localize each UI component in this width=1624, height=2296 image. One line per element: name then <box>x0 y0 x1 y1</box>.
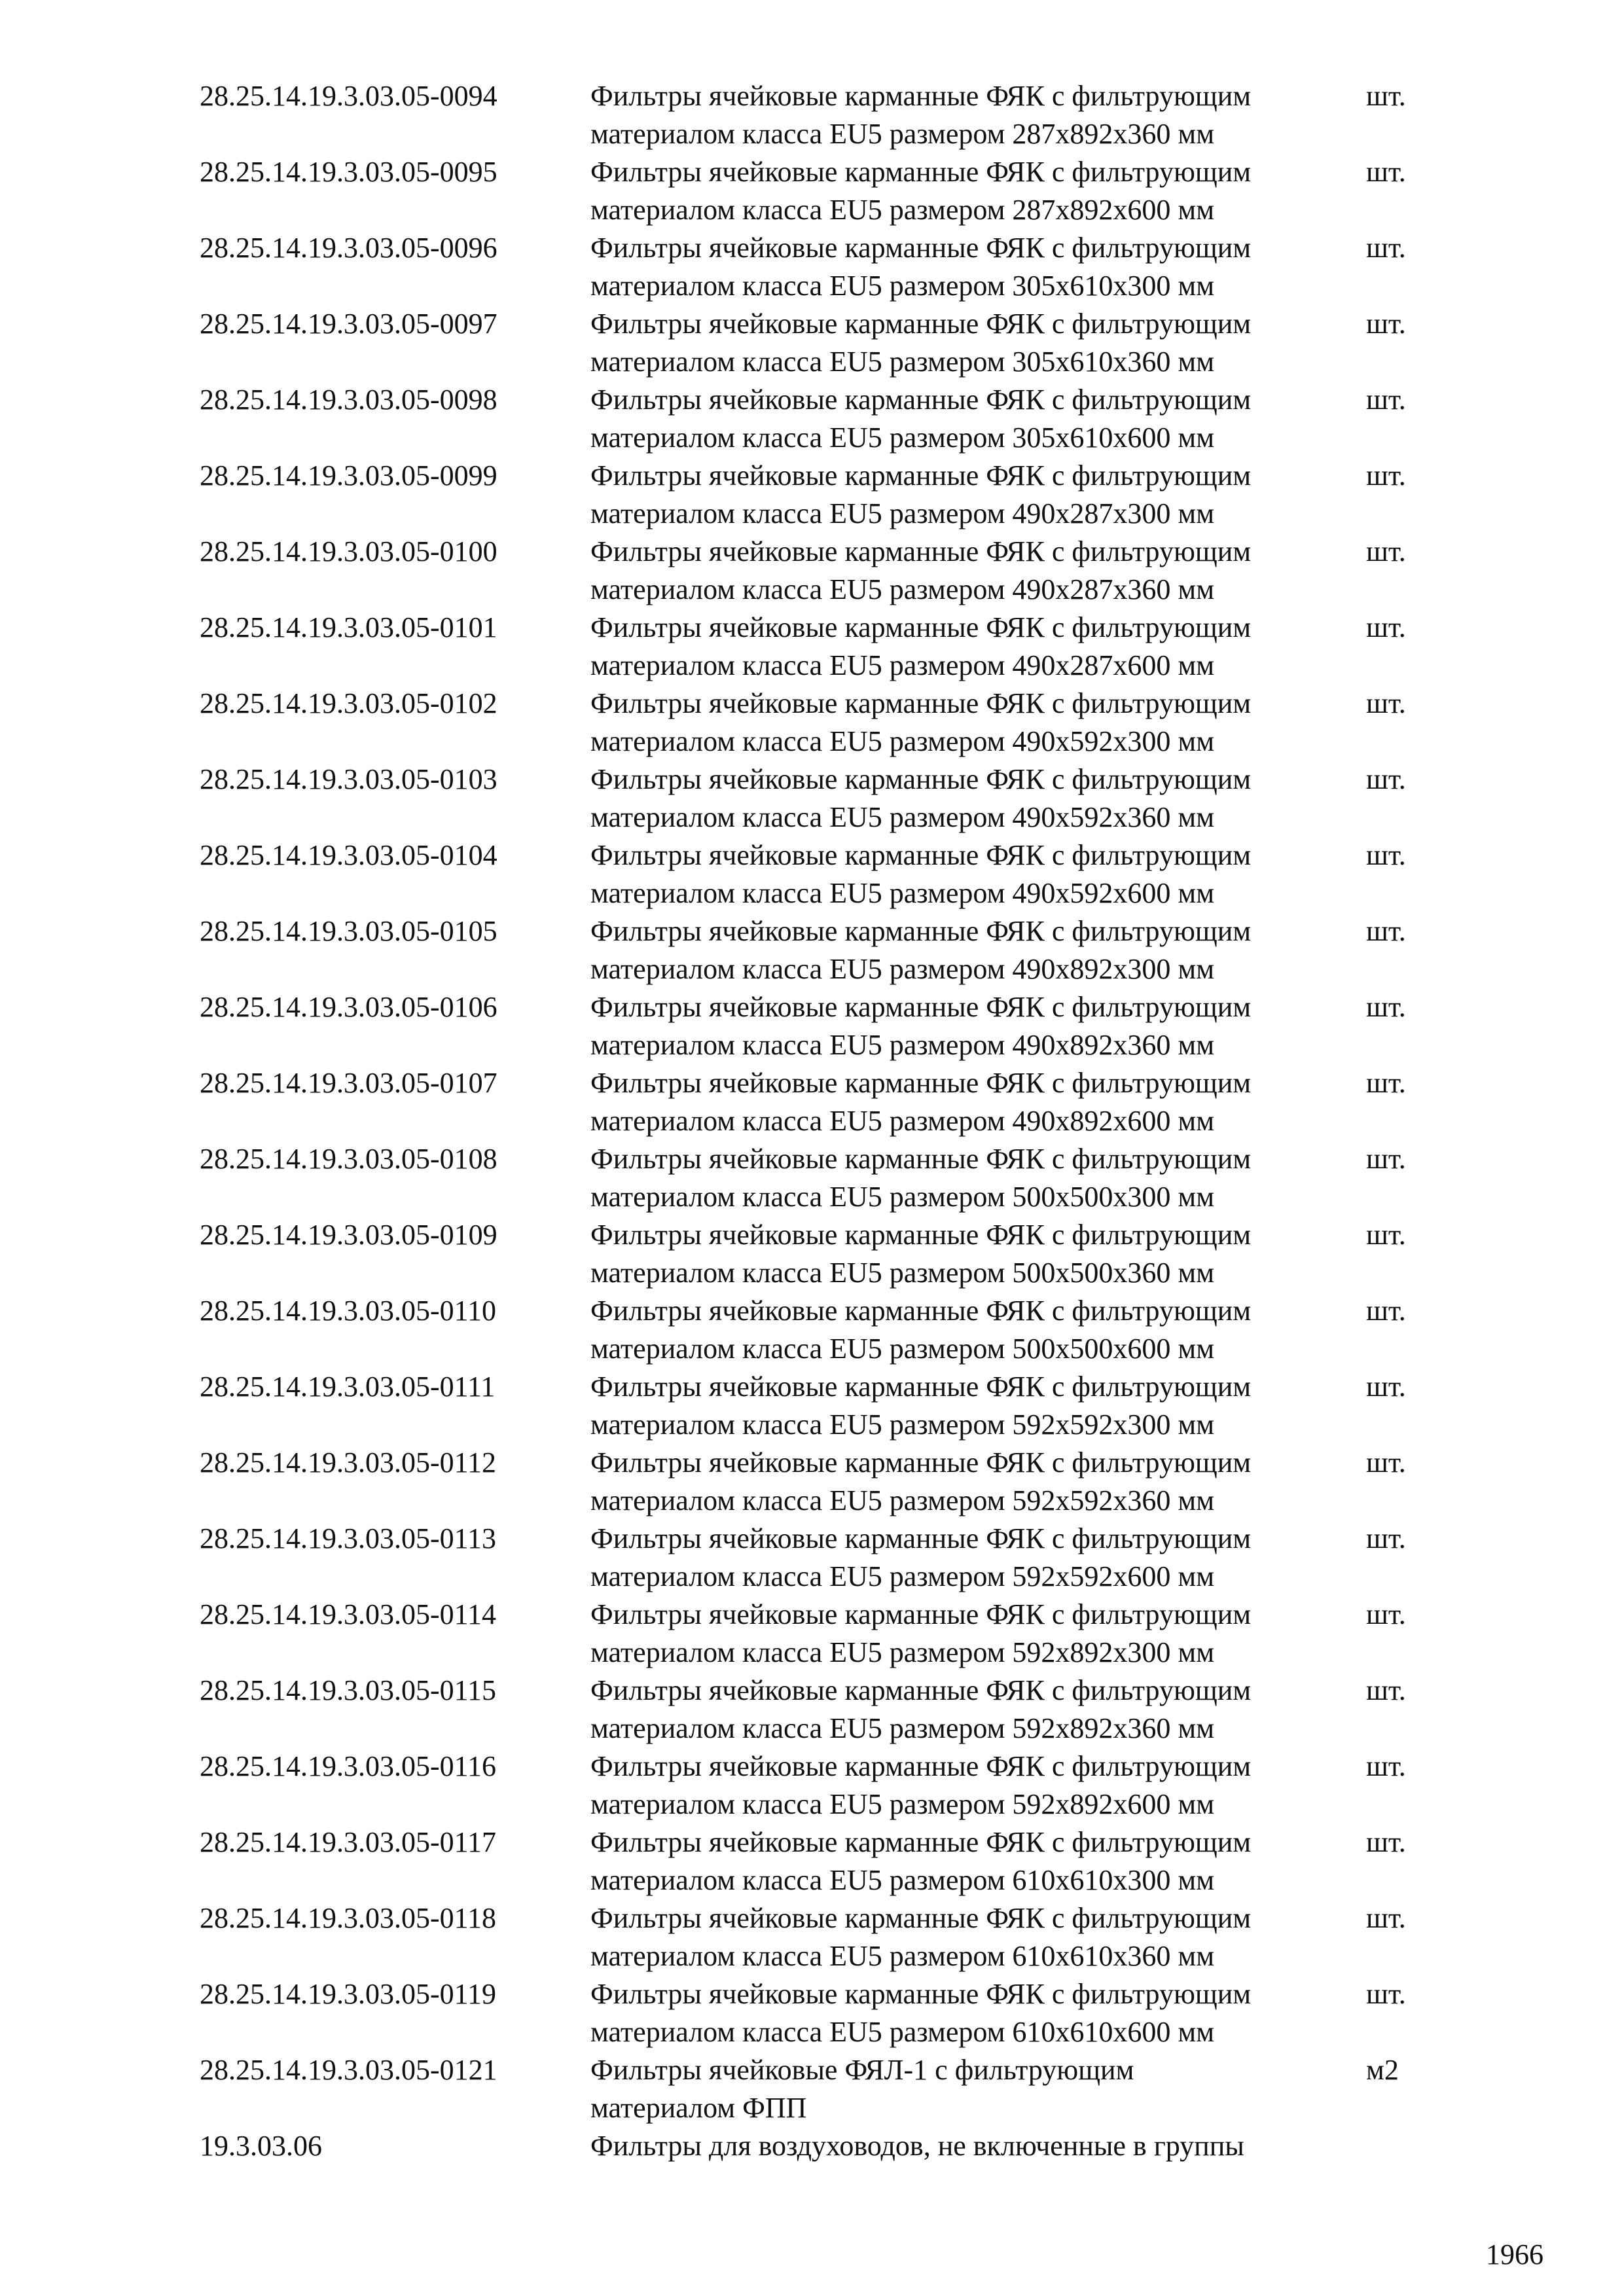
description-line: Фильтры ячейковые карманные ФЯК с фильтрующим <box>590 1750 1252 1782</box>
unit-of-measure: шт. <box>1366 384 1406 416</box>
resource-code: 28.25.14.19.3.03.05-0108 <box>200 1143 497 1175</box>
list-item <box>200 305 1443 381</box>
resource-code: 28.25.14.19.3.03.05-0118 <box>200 1902 497 1934</box>
description-line: Фильтры ячейковые карманные ФЯК с фильтрующим <box>590 535 1252 567</box>
unit-of-measure: шт. <box>1366 1067 1406 1099</box>
unit-of-measure: шт. <box>1366 232 1406 264</box>
description-line: Фильтры ячейковые карманные ФЯК с фильтрующим <box>590 1978 1252 2010</box>
resource-description <box>590 229 1362 305</box>
unit-of-measure: шт. <box>1366 1902 1406 1934</box>
description-line: материалом класса EU5 размером 610x610x360 мм <box>590 1940 1215 1972</box>
unit-of-measure: шт. <box>1366 1295 1406 1327</box>
unit-of-measure: шт. <box>1366 459 1406 492</box>
resource-code: 28.25.14.19.3.03.05-0100 <box>200 535 497 567</box>
resource-code: 28.25.14.19.3.03.05-0112 <box>200 1446 497 1479</box>
unit-of-measure: м2 <box>1366 2054 1399 2086</box>
description-line: Фильтры ячейковые карманные ФЯК с фильтрующим <box>590 1067 1252 1099</box>
unit-of-measure: шт. <box>1366 1978 1406 2010</box>
resource-code: 28.25.14.19.3.03.05-0099 <box>200 459 497 492</box>
description-line: Фильтры ячейковые карманные ФЯК с фильтрующим <box>590 1219 1252 1251</box>
list-item <box>200 1368 1443 1444</box>
resource-description <box>590 533 1362 609</box>
resource-description <box>590 2051 1362 2127</box>
unit-of-measure: шт. <box>1366 763 1406 795</box>
description-line: Фильтры ячейковые карманные ФЯК с фильтрующим <box>590 1143 1252 1175</box>
resource-code: 28.25.14.19.3.03.05-0115 <box>200 1674 497 1706</box>
resource-description <box>590 988 1362 1064</box>
description-line: материалом класса EU5 размером 610x610x600 мм <box>590 2016 1215 2048</box>
resource-description <box>590 761 1362 836</box>
unit-of-measure: шт. <box>1366 1750 1406 1782</box>
list-item <box>200 1672 1443 1748</box>
resource-description <box>590 1064 1362 1140</box>
list-item <box>200 153 1443 229</box>
resource-code: 28.25.14.19.3.03.05-0095 <box>200 156 497 188</box>
description-line: материалом класса EU5 размером 490x592x360 мм <box>590 801 1215 833</box>
resource-description <box>590 912 1362 988</box>
unit-of-measure: шт. <box>1366 611 1406 643</box>
resource-description <box>590 1899 1362 1975</box>
description-line: материалом класса EU5 размером 490x287x360 мм <box>590 573 1215 605</box>
list-item <box>200 1823 1443 1899</box>
list-item <box>200 1748 1443 1823</box>
resource-code: 28.25.14.19.3.03.05-0119 <box>200 1978 497 2010</box>
resource-description <box>590 1975 1362 2051</box>
resource-code: 19.3.03.06 <box>200 2130 322 2162</box>
resource-description <box>590 836 1362 912</box>
unit-of-measure: шт. <box>1366 687 1406 719</box>
description-line: Фильтры ячейковые карманные ФЯК с фильтрующим <box>590 308 1252 340</box>
resource-code: 28.25.14.19.3.03.05-0103 <box>200 763 497 795</box>
resource-code: 28.25.14.19.3.03.05-0098 <box>200 384 497 416</box>
resource-description <box>590 1823 1362 1899</box>
unit-of-measure: шт. <box>1366 839 1406 871</box>
description-line: материалом класса EU5 размером 592x892x360 мм <box>590 1712 1215 1744</box>
page-number: 1966 <box>1486 2238 1543 2270</box>
description-line: материалом класса EU5 размером 305x610x300 мм <box>590 270 1215 302</box>
unit-of-measure: шт. <box>1366 991 1406 1023</box>
unit-of-measure: шт. <box>1366 1219 1406 1251</box>
description-line: Фильтры ячейковые ФЯЛ-1 с фильтрующим <box>590 2054 1134 2086</box>
unit-of-measure: шт. <box>1366 1371 1406 1403</box>
description-line: материалом класса EU5 размером 592x892x600 мм <box>590 1788 1215 1820</box>
resource-description <box>590 381 1362 457</box>
description-line: Фильтры ячейковые карманные ФЯК с фильтрующим <box>590 232 1252 264</box>
resource-code: 28.25.14.19.3.03.05-0107 <box>200 1067 497 1099</box>
resource-code: 28.25.14.19.3.03.05-0096 <box>200 232 497 264</box>
description-line: Фильтры ячейковые карманные ФЯК с фильтрующим <box>590 687 1252 719</box>
list-item <box>200 988 1443 1064</box>
list-item <box>200 2051 1443 2127</box>
description-line: Фильтры ячейковые карманные ФЯК с фильтрующим <box>590 80 1252 112</box>
unit-of-measure: шт. <box>1366 1598 1406 1630</box>
description-line: материалом класса EU5 размером 592x592x300 мм <box>590 1408 1215 1441</box>
description-line: Фильтры ячейковые карманные ФЯК с фильтрующим <box>590 1902 1252 1934</box>
resource-code: 28.25.14.19.3.03.05-0113 <box>200 1522 497 1554</box>
unit-of-measure: шт. <box>1366 308 1406 340</box>
resource-code: 28.25.14.19.3.03.05-0097 <box>200 308 497 340</box>
description-line: Фильтры ячейковые карманные ФЯК с фильтрующим <box>590 1826 1252 1858</box>
description-line: Фильтры ячейковые карманные ФЯК с фильтрующим <box>590 1522 1252 1554</box>
description-line: материалом класса EU5 размером 592x592x600 мм <box>590 1560 1215 1592</box>
description-line: материалом класса EU5 размером 287x892x360 мм <box>590 118 1215 150</box>
unit-of-measure: шт. <box>1366 1826 1406 1858</box>
list-item <box>200 1444 1443 1520</box>
description-line: материалом класса EU5 размером 490x592x600 мм <box>590 877 1215 909</box>
resource-code: 28.25.14.19.3.03.05-0116 <box>200 1750 497 1782</box>
list-item <box>200 1899 1443 1975</box>
resource-description <box>590 1520 1362 1596</box>
list-item <box>200 1975 1443 2051</box>
list-item <box>200 1140 1443 1216</box>
description-line: Фильтры ячейковые карманные ФЯК с фильтрующим <box>590 384 1252 416</box>
description-line: материалом класса EU5 размером 490x892x600 мм <box>590 1105 1215 1137</box>
description-line: материалом класса EU5 размером 490x287x600 мм <box>590 649 1215 681</box>
list-item <box>200 1064 1443 1140</box>
resource-description <box>590 1216 1362 1292</box>
list-item <box>200 836 1443 912</box>
description-line: Фильтры ячейковые карманные ФЯК с фильтрующим <box>590 611 1252 643</box>
list-item <box>200 912 1443 988</box>
description-line: материалом класса EU5 размером 490x892x360 мм <box>590 1029 1215 1061</box>
resource-code: 28.25.14.19.3.03.05-0117 <box>200 1826 497 1858</box>
description-line: Фильтры ячейковые карманные ФЯК с фильтрующим <box>590 1371 1252 1403</box>
description-line: материалом класса EU5 размером 592x892x300 мм <box>590 1636 1215 1668</box>
list-item <box>200 609 1443 685</box>
resource-code: 28.25.14.19.3.03.05-0105 <box>200 915 497 947</box>
description-line: материалом класса EU5 размером 490x287x300 мм <box>590 497 1215 529</box>
list-item <box>200 229 1443 305</box>
list-item <box>200 1596 1443 1672</box>
resource-description <box>590 1140 1362 1216</box>
description-line: Фильтры ячейковые карманные ФЯК с фильтрующим <box>590 839 1252 871</box>
resource-code: 28.25.14.19.3.03.05-0111 <box>200 1371 496 1403</box>
list-item <box>200 761 1443 836</box>
description-line: Фильтры ячейковые карманные ФЯК с фильтрующим <box>590 1295 1252 1327</box>
resource-code: 28.25.14.19.3.03.05-0121 <box>200 2054 497 2086</box>
description-line: Фильтры ячейковые карманные ФЯК с фильтрующим <box>590 1446 1252 1479</box>
list-item <box>200 1292 1443 1368</box>
description-line: материалом класса EU5 размером 305x610x600 мм <box>590 422 1215 454</box>
resource-code: 28.25.14.19.3.03.05-0101 <box>200 611 497 643</box>
resource-description <box>590 685 1362 761</box>
description-line: материалом класса EU5 размером 500x500x300 мм <box>590 1181 1215 1213</box>
description-line: материалом класса EU5 размером 500x500x360 мм <box>590 1257 1215 1289</box>
unit-of-measure: шт. <box>1366 535 1406 567</box>
resource-code: 28.25.14.19.3.03.05-0114 <box>200 1598 497 1630</box>
list-item <box>200 1520 1443 1596</box>
description-line: материалом класса EU5 размером 305x610x360 мм <box>590 346 1215 378</box>
description-line: Фильтры ячейковые карманные ФЯК с фильтрующим <box>590 915 1252 947</box>
resource-description <box>590 457 1362 533</box>
resource-code: 28.25.14.19.3.03.05-0106 <box>200 991 497 1023</box>
resource-code: 28.25.14.19.3.03.05-0102 <box>200 687 497 719</box>
description-line: материалом класса EU5 размером 500x500x600 мм <box>590 1333 1215 1365</box>
resource-description <box>590 2127 1362 2165</box>
list-item <box>200 77 1443 153</box>
list-item <box>200 381 1443 457</box>
list-item <box>200 2127 1443 2165</box>
unit-of-measure: шт. <box>1366 80 1406 112</box>
resource-code: 28.25.14.19.3.03.05-0104 <box>200 839 497 871</box>
description-line: Фильтры ячейковые карманные ФЯК с фильтрующим <box>590 763 1252 795</box>
resource-description <box>590 1444 1362 1520</box>
description-line: Фильтры ячейковые карманные ФЯК с фильтрующим <box>590 1598 1252 1630</box>
resource-description <box>590 609 1362 685</box>
description-line: Фильтры ячейковые карманные ФЯК с фильтрующим <box>590 991 1252 1023</box>
resource-description <box>590 77 1362 153</box>
resource-description <box>590 153 1362 229</box>
resource-description <box>590 1596 1362 1672</box>
resource-code: 28.25.14.19.3.03.05-0109 <box>200 1219 497 1251</box>
description-line: материалом класса EU5 размером 490x892x300 мм <box>590 953 1215 985</box>
description-line: материалом ФПП <box>590 2092 807 2124</box>
resource-description <box>590 305 1362 381</box>
unit-of-measure: шт. <box>1366 1143 1406 1175</box>
unit-of-measure: шт. <box>1366 1674 1406 1706</box>
unit-of-measure: шт. <box>1366 1446 1406 1479</box>
unit-of-measure: шт. <box>1366 1522 1406 1554</box>
resource-description <box>590 1292 1362 1368</box>
description-line: материалом класса EU5 размером 592x592x360 мм <box>590 1484 1215 1516</box>
list-item <box>200 1216 1443 1292</box>
description-line: Фильтры ячейковые карманные ФЯК с фильтрующим <box>590 459 1252 492</box>
resource-code: 28.25.14.19.3.03.05-0094 <box>200 80 497 112</box>
resource-description <box>590 1672 1362 1748</box>
description-line: материалом класса EU5 размером 287x892x600 мм <box>590 194 1215 226</box>
resource-description <box>590 1748 1362 1823</box>
list-item <box>200 457 1443 533</box>
description-line: материалом класса EU5 размером 490x592x300 мм <box>590 725 1215 757</box>
resource-code: 28.25.14.19.3.03.05-0110 <box>200 1295 497 1327</box>
list-item <box>200 533 1443 609</box>
description-line: материалом класса EU5 размером 610x610x300 мм <box>590 1864 1215 1896</box>
description-line: Фильтры для воздуховодов, не включенные в группы <box>590 2130 1244 2162</box>
unit-of-measure: шт. <box>1366 156 1406 188</box>
unit-of-measure: шт. <box>1366 915 1406 947</box>
resource-description <box>590 1368 1362 1444</box>
resource-list <box>200 77 1443 2165</box>
description-line: Фильтры ячейковые карманные ФЯК с фильтрующим <box>590 1674 1252 1706</box>
list-item <box>200 685 1443 761</box>
description-line: Фильтры ячейковые карманные ФЯК с фильтрующим <box>590 156 1252 188</box>
